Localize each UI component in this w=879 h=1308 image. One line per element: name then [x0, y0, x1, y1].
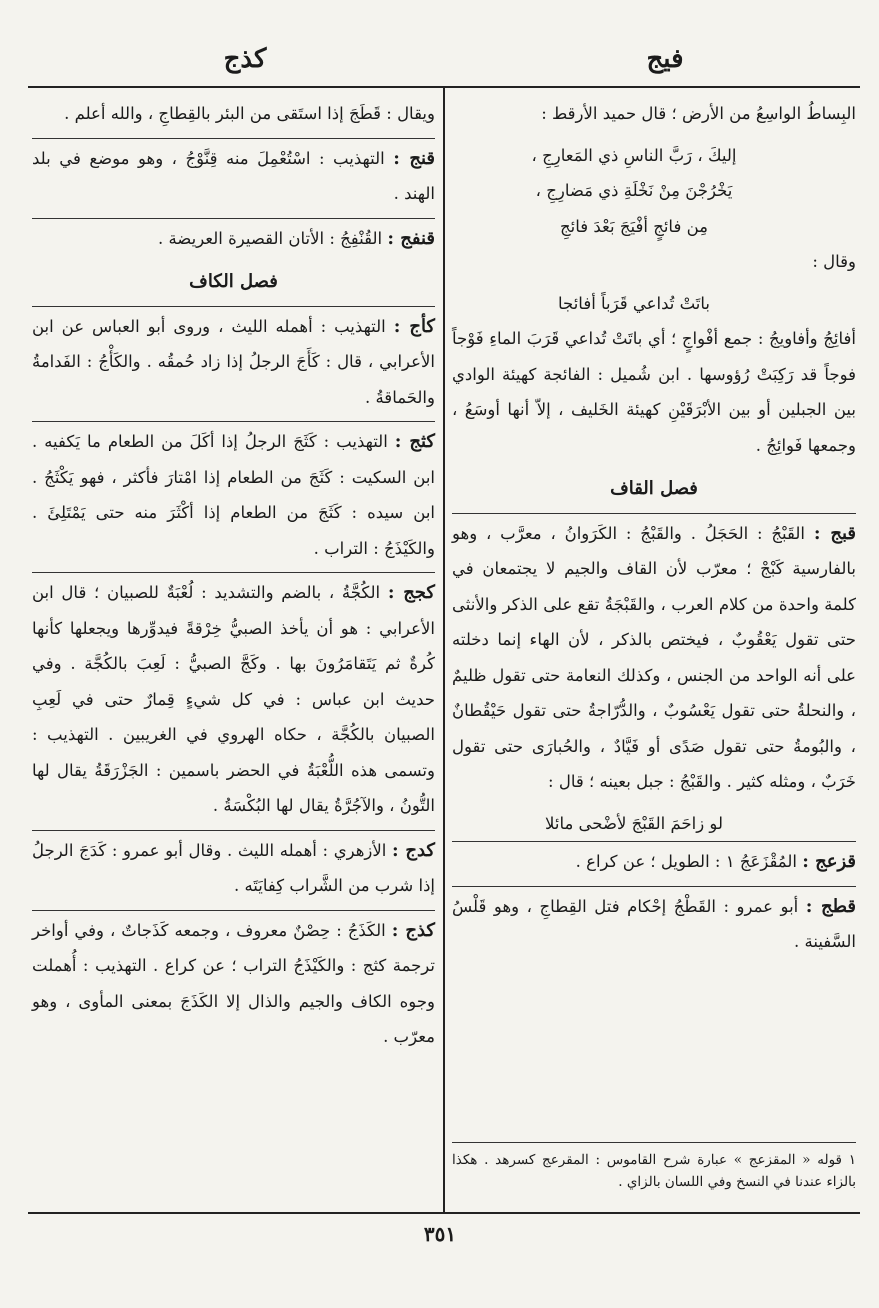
definition: التهذيب : أهمله الليث ، وروى أبو العباس عن ابن الأعرابي ، قال : كَأَجَ الرجلُ إذا زاد حُمقُه . والكَأْجُ : الفَدامةُ والحَماقةُ . [32, 316, 435, 407]
section-heading-kaf: فصل الكاف [189, 271, 278, 292]
page-number: ٣٥١ [423, 1222, 457, 1246]
entry-qbj [452, 513, 856, 800]
right-column [452, 96, 856, 966]
headword: قبج : [813, 522, 856, 544]
definition: الكُجَّةُ ، بالضم والتشديد : لُعْبَةٌ للصبيان ؛ قال ابن الأعرابي : هو أن يأخذ الصبيُّ خِرْقةً فيدوِّرها ويجعلها كأنها كُرةٌ ثم يَتَقامَرُونَ بها . وكَجَّ الصبيُّ : لَعِبَ بالكُجَّة . وفي حديث ابن عباس : في كل شيءٍ قِمارٌ حتى في لَعِبِ الصبيان بالكُجَّة ، حكاه الهروي في الغريبين . التهذيب : وتسمى هذه اللُّعْبَةُ في الحضر باسمين : الجَزْرَقَةُ يقال لها التُّونُ ، والآجُرَّةُ يقال لها البُكْسَةُ . [32, 583, 435, 815]
definition: المُقْزَعَجُ ١ : الطويل ؛ عن كراع . [575, 852, 797, 871]
entry-qnj [32, 138, 435, 212]
entry-qtj [452, 886, 856, 960]
verse-line: باتَتْ تُداعي قَرَباً أفائجا [558, 293, 710, 313]
verse-line: يَخْرُجْنَ مِنْ نَخْلَةِ ذي مَضارِجِ ، [535, 181, 733, 200]
headword: كثج : [394, 431, 436, 452]
section-heading-qaf: فصل القاف [610, 478, 698, 499]
headword: كذج : [391, 919, 435, 941]
entry-ktj [32, 421, 435, 566]
column-divider [443, 88, 445, 1212]
paragraph: أفائِجُ وأفاويجُ : جمع أفْواجٍ ؛ أي باتَتْ تُداعي قَرَبَ الماءِ فَوْجاً فوجاً قد رَكِبَتْ رُؤوسها . ابن شُميل : الفائجة كهيئة الوادي بين الجبلين أو بين الأبْرَقَيْنِ كهيئة الخَليف ، إلاّ أنها أوسَعُ ، وجمعها فَوائِجُ . [452, 329, 856, 455]
definition: القُنْفِجُ : الأتان القصيرة العريضة . [157, 228, 383, 248]
headword: قزعج : [802, 851, 856, 872]
entry-kdhj [32, 910, 435, 1055]
definition: أبو عمرو : القَطْجُ إحْكام فتل القِطاجِ ، وهو قَلْسُ السَّفينة . [452, 896, 856, 951]
definition: الكَذَجُ : حِصْنٌ معروف ، وجمعه كَذَجاتٌ ، وفي أواخر ترجمة كثج : والكَيْذَجُ التراب ؛ عن كراع . التهذيب : أُهملت وجوه الكاف والجيم والذال إلا الكَذَجَ بمعنى المأوى ، وهو معرّب . [32, 920, 435, 1046]
entry-continuation: البِساطُ الواسِعُ من الأرض ؛ قال حميد الأرقط : [541, 104, 856, 123]
verse-line: مِن فائجٍ أفْيَجَ بَعْدَ فائجِ [559, 216, 708, 236]
paragraph: وقال : [812, 252, 856, 271]
headword: كأج : [393, 315, 435, 337]
entry-kjj [32, 572, 435, 824]
running-head-right: فيج [646, 44, 684, 74]
headword: كجج : [387, 582, 435, 603]
definition: القَبْجُ : الحَجَلُ . والقَبْجُ : الكَرَوانُ ، معرَّب ، وهو بالفارسية كَبْجْ ؛ معرّب لأن القاف والجيم لا يجتمعان في كلمة واحدة من كلام العرب ، والقَبْجَةُ تقع على الذكر والأنثى حتى تقول يَعْقُوبٌ ، فيختص بالذكر ، لأن الهاء إنما دخلته على أنه الواحد من الجنس ، وكذلك النعامة حتى تقول ظليمٌ ، والنحلةُ حتى تقول يَعْسُوبٌ ، والدُّرّاجةُ حتى تقول حَيْقُطانٌ ، والبُومةُ حتى تقول صَدًى أو فَيَّادٌ ، والحُبارَى حتى تقول خَرَبٌ ، ومثله كثير . والقَبْجُ : جبل بعينه ؛ قال : [452, 523, 856, 791]
entry-kdj [32, 830, 435, 904]
left-column [32, 96, 435, 1061]
bottom-rule [28, 1212, 860, 1214]
definition: الأزهري : أهمله الليث . وقال أبو عمرو : كَدَجَ الرجلُ إذا شرب من الشَّراب كِفايَتَه . [32, 840, 435, 895]
entry-qzj [452, 841, 856, 880]
entry-qnfj [32, 218, 435, 257]
running-head-left: كذج [223, 44, 267, 74]
headword: قنج : [393, 147, 436, 169]
verse-line: إليكَ ، رَبَّ الناسِ ذي المَعارِجِ ، [531, 145, 737, 165]
headword: قطج : [805, 895, 856, 917]
footnote: ١ قوله « المقزعج » عبارة شرح القاموس : المقرعج كسرهد . هكذا بالزاء عندنا في النسخ وفي اللسان بالزاي . [452, 1142, 856, 1193]
entry-continuation: ويقال : قَطَجَ إذا استَقى من البئر بالقِطاجِ ، والله أعلم . [64, 104, 435, 123]
definition: التهذيب : اسْتُعْمِلَ منه قِنَّوْجُ ، وهو موضع في بلد الهند . [32, 148, 435, 203]
headword: قنفج : [387, 227, 435, 249]
headword: كدج : [392, 839, 435, 861]
entry-kaj [32, 306, 435, 416]
definition: التهذيب : كَثَجَ الرجلُ إذا أكَلَ من الطعام ما يَكفيه . ابن السكيت : كَثَجَ من الطعام إذا امْتارَ فأكثر ، فهو يَكْثَجُ . ابن سيده : كَثَجَ من الطعام إذا أكْثَرَ منه حتى يَمْتَلِئَ . والكَيْذَجُ : التراب . [32, 432, 435, 558]
verse-line: لو زاحَمَ القَبْجَ لأضْحى مائلا [545, 813, 723, 833]
